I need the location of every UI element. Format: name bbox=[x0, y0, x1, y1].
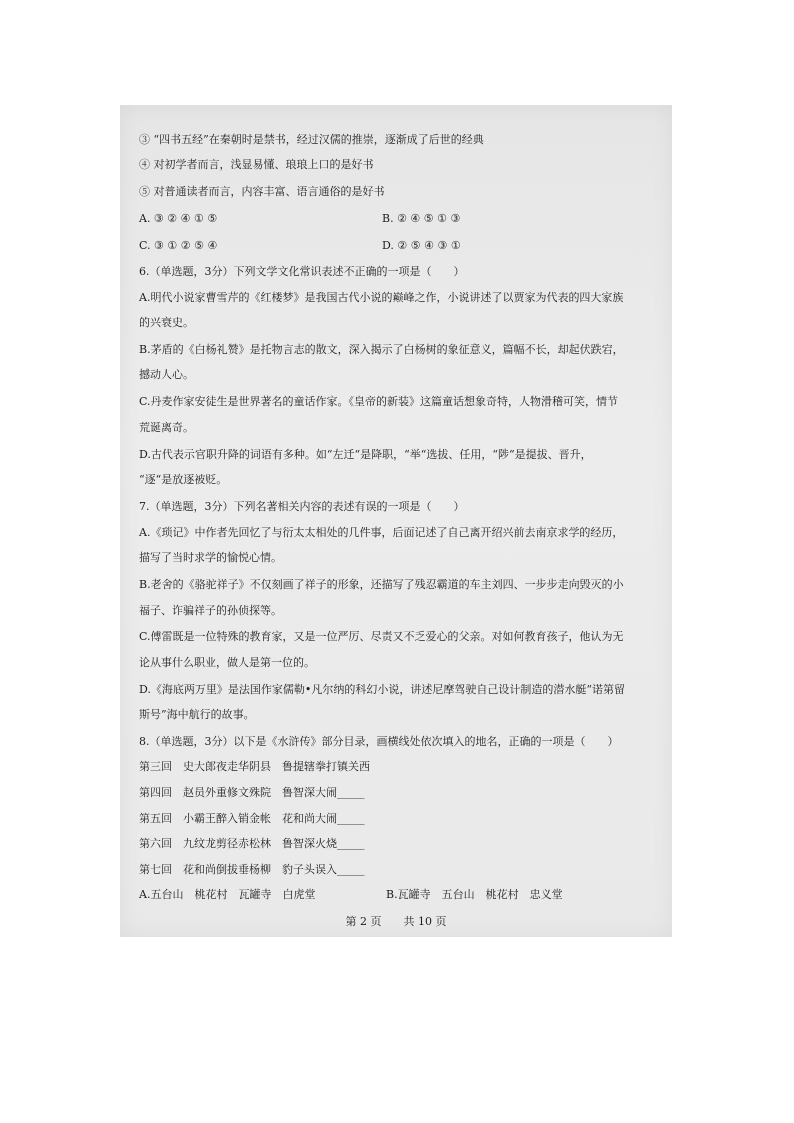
q8-chapter-3: 第三回 史大郎夜走华阴县 鲁提辖拳打镇关西 bbox=[139, 760, 370, 773]
q5-option-d: D. ② ⑤ ④ ③ ① bbox=[382, 239, 461, 252]
q8-chapter-5: 第五回 小霸王醉入销金帐 花和尚大闹_____ bbox=[139, 812, 365, 825]
q5-option-c: C. ③ ① ② ⑤ ④ bbox=[139, 239, 218, 252]
q6-option-c-line1: C.丹麦作家安徒生是世界著名的童话作家。《皇帝的新装》这篇童话想象奇特，人物滑稽可笑，情节 bbox=[139, 395, 619, 408]
q8-chapter-6: 第六回 九纹龙剪径赤松林 鲁智深火烧_____ bbox=[139, 837, 365, 850]
page-footer: 第 2 页 共 10 页 bbox=[345, 915, 447, 928]
q7-option-d-line2: 斯号”海中航行的故事。 bbox=[139, 708, 255, 721]
q8-stem: 8.（单选题，3分）以下是《水浒传》部分目录，画横线处依次填入的地名，正确的一项是（ ） bbox=[139, 735, 619, 748]
q5-option-b: B. ② ④ ⑤ ① ③ bbox=[382, 212, 461, 225]
q5-option-a: A. ③ ② ④ ① ⑤ bbox=[139, 212, 218, 225]
q8-chapter-7: 第七回 花和尚倒拔垂杨柳 豹子头误入_____ bbox=[139, 863, 365, 876]
q8-option-b: B.瓦罐寺 五台山 桃花村 忠义堂 bbox=[386, 888, 563, 901]
q7-option-a-line1: A.《琐记》中作者先回忆了与衍太太相处的几件事，后面记述了自己离开绍兴前去南京求学的经历， bbox=[139, 526, 624, 539]
q7-option-c-line1: C.傅雷既是一位特殊的教育家，又是一位严厉、尽责又不乏爱心的父亲。对如何教育孩子，他认为无 bbox=[139, 630, 624, 643]
q7-option-b-line1: B.老舍的《骆驼祥子》不仅刻画了祥子的形象，还描写了残忍霸道的车主刘四、一步步走向毁灭的小 bbox=[139, 578, 624, 591]
statement-3: ③ “四书五经”在秦朝时是禁书，经过汉儒的推崇，逐渐成了后世的经典 bbox=[139, 133, 484, 146]
q7-option-c-line2: 论从事什么职业，做人是第一位的。 bbox=[139, 656, 315, 669]
q6-stem: 6.（单选题，3分）下列文学文化常识表述不正确的一项是（ ） bbox=[139, 265, 465, 278]
q6-option-d-line2: “逐“是放逐被贬。 bbox=[139, 473, 228, 486]
q6-option-b-line2: 撼动人心。 bbox=[139, 368, 194, 381]
statement-4: ④ 对初学者而言，浅显易懂、琅琅上口的是好书 bbox=[139, 158, 374, 171]
statement-5: ⑤ 对普通读者而言，内容丰富、语言通俗的是好书 bbox=[139, 185, 385, 198]
q7-option-d-line1: D.《海底两万里》是法国作家儒勒•凡尔纳的科幻小说，讲述尼摩驾驶自己设计制造的潜水艇“诺第留 bbox=[139, 683, 626, 696]
q7-option-b-line2: 福子、诈骗祥子的孙侦探等。 bbox=[139, 604, 282, 617]
q7-stem: 7.（单选题，3分）下列名著相关内容的表述有误的一项是（ ） bbox=[139, 500, 465, 513]
q6-option-b-line1: B.茅盾的《白杨礼赞》是托物言志的散文，深入揭示了白杨树的象征意义，篇幅不长，却起伏跌宕， bbox=[139, 343, 624, 356]
exam-page bbox=[120, 105, 672, 937]
q8-option-a: A.五台山 桃花村 瓦罐寺 白虎堂 bbox=[139, 888, 316, 901]
q6-option-a-line2: 的兴衰史。 bbox=[139, 316, 194, 329]
q6-option-c-line2: 荒诞离奇。 bbox=[139, 421, 194, 434]
q8-chapter-4: 第四回 赵员外重修文殊院 鲁智深大闹_____ bbox=[139, 786, 365, 799]
q6-option-d-line1: D.古代表示官职升降的词语有多种。如“左迁“是降职，“举“选拔、任用，“陟“是提拔、晋升， bbox=[139, 448, 592, 461]
q7-option-a-line2: 描写了当时求学的愉悦心情。 bbox=[139, 551, 282, 564]
q6-option-a-line1: A.明代小说家曹雪芹的《红楼梦》是我国古代小说的巅峰之作，小说讲述了以贾家为代表的四大家族 bbox=[139, 291, 624, 304]
